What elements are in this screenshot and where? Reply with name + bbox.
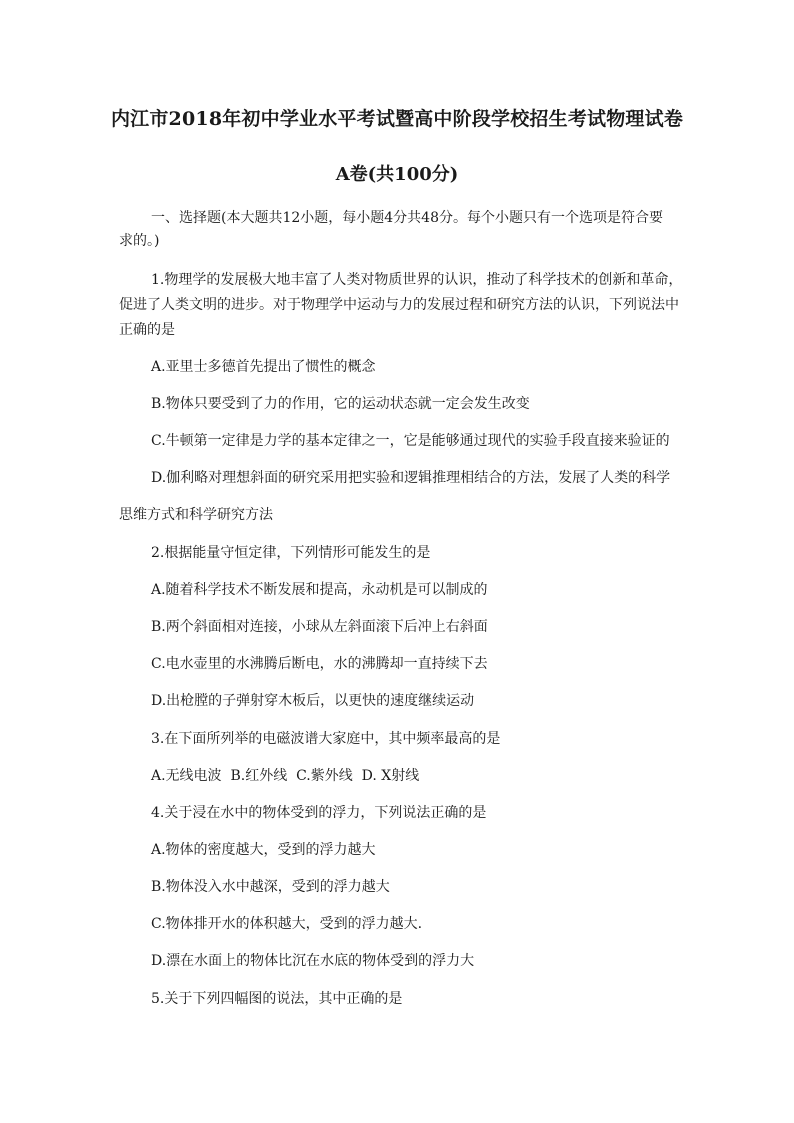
question-2-option-a: A.随着科学技术不断发展和提高，永动机是可以制成的: [151, 582, 488, 598]
question-1-stem-line-3: 正确的是: [119, 322, 175, 338]
question-4-option-c: C.物体排开水的体积越大，受到的浮力越大.: [151, 916, 423, 932]
question-4-option-b: B.物体没入水中越深，受到的浮力越大: [151, 879, 390, 895]
question-1-stem-line-1: 1.物理学的发展极大地丰富了人类对物质世界的认识，推动了科学技术的创新和革命，: [151, 272, 683, 288]
question-5-stem: 5.关于下列四幅图的说法，其中正确的是: [151, 991, 403, 1007]
question-2-option-c: C.电水壶里的水沸腾后断电，水的沸腾却一直持续下去: [151, 656, 488, 672]
question-1-option-d-line-1: D.伽利略对理想斜面的研究采用把实验和逻辑推理相结合的方法，发展了人类的科学: [151, 470, 671, 486]
question-2-option-b: B.两个斜面相对连接，小球从左斜面滚下后冲上右斜面: [151, 619, 488, 635]
question-3-stem: 3.在下面所列举的电磁波谱大家庭中，其中频率最高的是: [151, 731, 501, 747]
question-3-options: A.无线电波 B.红外线 C.紫外线 D. X射线: [151, 768, 420, 784]
question-2-stem: 2.根据能量守恒定律，下列情形可能发生的是: [151, 545, 431, 561]
question-1-option-d-line-2: 思维方式和科学研究方法: [119, 507, 273, 523]
question-1-option-b: B.物体只要受到了力的作用，它的运动状态就一定会发生改变: [151, 396, 530, 412]
section-intro-line-2: 求的。): [119, 233, 160, 249]
question-4-option-a: A.物体的密度越大，受到的浮力越大: [151, 842, 376, 858]
question-1-option-a: A.亚里士多德首先提出了惯性的概念: [151, 359, 376, 375]
question-4-stem: 4.关于浸在水中的物体受到的浮力，下列说法正确的是: [151, 805, 487, 821]
question-1-stem-line-2: 促进了人类文明的进步。对于物理学中运动与力的发展过程和研究方法的认识，下列说法中: [119, 297, 679, 313]
section-a-heading: A卷(共100分): [335, 164, 459, 185]
exam-title: 内江市2018年初中学业水平考试暨高中阶段学校招生考试物理试卷: [110, 108, 684, 130]
section-intro-line-1: 一、选择题(本大题共12小题，每小题4分共48分。每个小题只有一个选项是符合要: [151, 210, 663, 226]
question-2-option-d: D.出枪膛的子弹射穿木板后，以更快的速度继续运动: [151, 693, 475, 709]
question-4-option-d: D.漂在水面上的物体比沉在水底的物体受到的浮力大: [151, 953, 475, 969]
question-1-option-c: C.牛顿第一定律是力学的基本定律之一，它是能够通过现代的实验手段直接来验证的: [151, 433, 670, 449]
